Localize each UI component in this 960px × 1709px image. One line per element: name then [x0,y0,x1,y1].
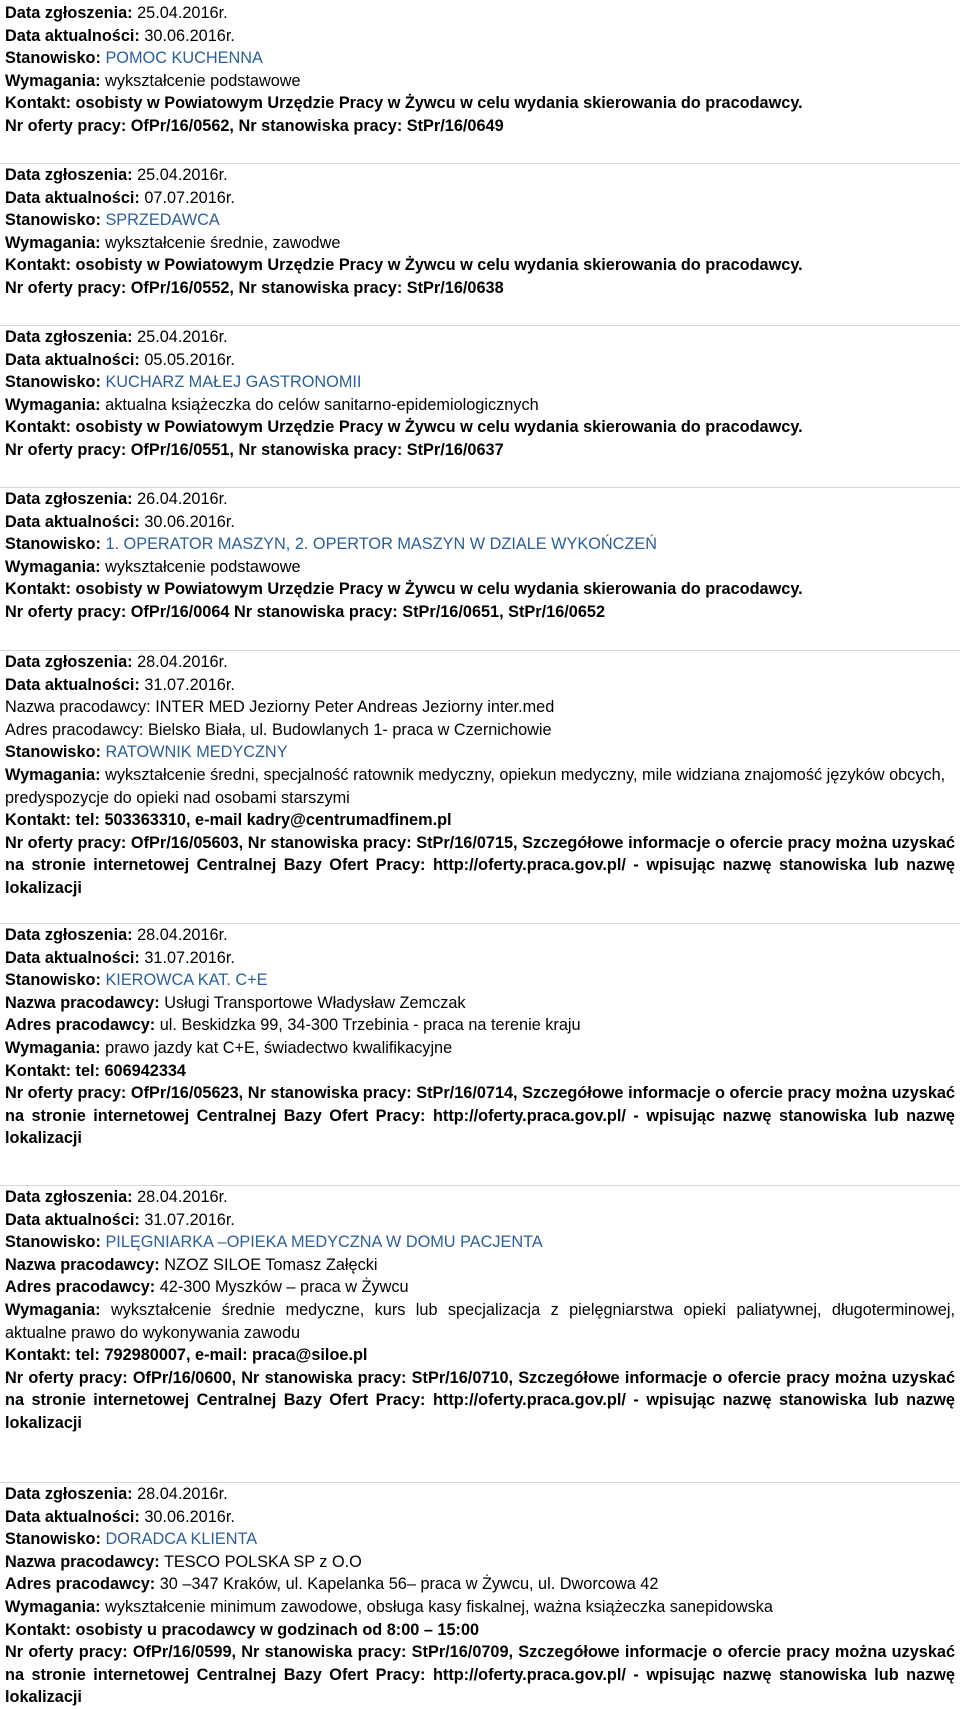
contact: Kontakt: tel: 606942334 [5,1061,186,1080]
submission-date: Data zgłoszenia: 28.04.2016r. [5,926,228,944]
validity-date: Data aktualności: 05.05.2016r. [5,350,235,369]
job-offer-3 [0,325,960,462]
position-title: KUCHARZ MAŁEJ GASTRONOMII [105,373,362,392]
validity-date: Data aktualności: 31.07.2016r. [5,948,235,967]
submission-date: Data zgłoszenia: 28.04.2016r. [5,1188,228,1206]
contact: Kontakt: osobisty w Powiatowym Urzędzie Pracy w Żywcu w celu wydania skierowania do pracodawcy. [5,418,803,437]
contact: Kontakt: tel: 792980007, e-mail: praca@siloe.pl [5,1346,368,1365]
employer-address: Adres pracodawcy: Bielsko Biała, ul. Budowlanych 1- praca w Czernichowie [5,720,552,739]
submission-date: Data zgłoszenia: 25.04.2016r. [5,166,228,184]
validity-date: Data aktualności: 07.07.2016r. [5,188,235,207]
offer-number: Nr oferty pracy: OfPr/16/05623, Nr stanowiska pracy: StPr/16/0714, Szczegółowe informacje o ofercie pracy można uzyskać na stronie internetowej Centralnej Bazy Ofert Pracy: http://oferty.praca.gov.pl/ - wpisując nazwę stanowiska lub nazwę lokalizacji [5,1084,955,1148]
job-offer-4 [0,487,960,624]
position: Stanowisko: DORADCA KLIENTA [5,1530,258,1549]
employer-address: Adres pracodawcy: 30 –347 Kraków, ul. Kapelanka 56– praca w Żywcu, ul. Dworcowa 42 [5,1575,659,1594]
validity-date: Data aktualności: 30.06.2016r. [5,1507,235,1526]
employer-address: Adres pracodawcy: ul. Beskidzka 99, 34-300 Trzebinia - praca na terenie kraju [5,1016,581,1035]
contact: Kontakt: osobisty u pracodawcy w godzinach od 8:00 – 15:00 [5,1620,480,1639]
submission-date: Data zgłoszenia: 26.04.2016r. [5,490,228,508]
job-offer-1 [0,2,960,138]
submission-date: Data zgłoszenia: 25.04.2016r. [5,4,228,22]
job-offer-2 [0,163,960,300]
position-title: POMOC KUCHENNA [105,49,263,68]
contact: Kontakt: tel: 503363310, e-mail kadry@centrumadfinem.pl [5,811,452,830]
position: Stanowisko: 1. OPERATOR MASZYN, 2. OPERTOR MASZYN W DZIALE WYKOŃCZEŃ [5,535,657,554]
position: Stanowisko: POMOC KUCHENNA [5,49,263,68]
job-offer-8 [0,1482,960,1709]
requirements: Wymagania: aktualna książeczka do celów sanitarno-epidemiologicznych [5,395,539,414]
requirements: Wymagania: wykształcenie minimum zawodowe, obsługa kasy fiskalnej, ważna książeczka sanepidowska [5,1597,773,1616]
position: Stanowisko: KIEROWCA KAT. C+E [5,971,268,990]
employer-name: Nazwa pracodawcy: INTER MED Jeziorny Peter Andreas Jeziorny inter.med [5,698,555,717]
position: Stanowisko: RATOWNIK MEDYCZNY [5,743,288,762]
position-title: 1. OPERATOR MASZYN, 2. OPERTOR MASZYN W DZIALE WYKOŃCZEŃ [105,535,657,554]
employer-name: Nazwa pracodawcy: NZOZ SILOE Tomasz Załęcki [5,1255,378,1274]
offer-number: Nr oferty pracy: OfPr/16/0551, Nr stanowiska pracy: StPr/16/0637 [5,440,504,459]
employer-name: Nazwa pracodawcy: TESCO POLSKA SP z O.O [5,1552,362,1571]
requirements: Wymagania: prawo jazdy kat C+E, świadectwo kwalifikacyjne [5,1038,453,1057]
contact: Kontakt: osobisty w Powiatowym Urzędzie Pracy w Żywcu w celu wydania skierowania do pracodawcy. [5,256,803,275]
job-offer-7 [0,1185,960,1435]
requirements: Wymagania: wykształcenie średni, specjalność ratownik medyczny, opiekun medyczny, mile widziana znajomość języków obcych, predyspozycje do opieki nad osobami starszymi [5,765,946,807]
validity-date: Data aktualności: 31.07.2016r. [5,675,235,694]
position: Stanowisko: PILĘGNIARKA –OPIEKA MEDYCZNA W DOMU PACJENTA [5,1233,543,1252]
validity-date: Data aktualności: 30.06.2016r. [5,512,235,531]
position-title: RATOWNIK MEDYCZNY [105,743,288,762]
contact: Kontakt: osobisty w Powiatowym Urzędzie Pracy w Żywcu w celu wydania skierowania do pracodawcy. [5,580,803,599]
requirements: Wymagania: wykształcenie średnie, zawodwe [5,233,341,252]
submission-date: Data zgłoszenia: 28.04.2016r. [5,1485,228,1503]
position-title: SPRZEDAWCA [105,211,220,230]
offer-number: Nr oferty pracy: OfPr/16/05603, Nr stanowiska pracy: StPr/16/0715, Szczegółowe informacje o ofercie pracy można uzyskać na stronie internetowej Centralnej Bazy Ofert Pracy: http://oferty.praca.gov.pl/ - wpisując nazwę stanowiska lub nazwę lokalizacji [5,833,955,897]
contact: Kontakt: osobisty w Powiatowym Urzędzie Pracy w Żywcu w celu wydania skierowania do pracodawcy. [5,94,803,113]
position: Stanowisko: SPRZEDAWCA [5,211,220,230]
validity-date: Data aktualności: 31.07.2016r. [5,1210,235,1229]
employer-address: Adres pracodawcy: 42-300 Myszków – praca w Żywcu [5,1278,409,1297]
offer-number: Nr oferty pracy: OfPr/16/0064 Nr stanowiska pracy: StPr/16/0651, StPr/16/0652 [5,602,606,621]
position: Stanowisko: KUCHARZ MAŁEJ GASTRONOMII [5,373,362,392]
employer-name: Nazwa pracodawcy: Usługi Transportowe Władysław Zemczak [5,993,466,1012]
job-offer-6 [0,923,960,1150]
submission-date: Data zgłoszenia: 28.04.2016r. [5,653,228,671]
position-title: PILĘGNIARKA –OPIEKA MEDYCZNA W DOMU PACJENTA [105,1233,543,1252]
validity-date: Data aktualności: 30.06.2016r. [5,26,235,45]
offer-number: Nr oferty pracy: OfPr/16/0562, Nr stanowiska pracy: StPr/16/0649 [5,116,504,135]
requirements: Wymagania: wykształcenie podstawowe [5,71,301,90]
requirements: Wymagania: wykształcenie średnie medyczne, kurs lub specjalizacja z pielęgniarstwa opieki paliatywnej, długoterminowej, aktualne prawo do wykonywania zawodu [5,1300,955,1342]
position-title: KIEROWCA KAT. C+E [105,971,268,990]
offer-number: Nr oferty pracy: OfPr/16/0600, Nr stanowiska pracy: StPr/16/0710, Szczegółowe informacje o ofercie pracy można uzyskać na stronie internetowej Centralnej Bazy Ofert Pracy: http://oferty.praca.gov.pl/ - wpisując nazwę stanowiska lub nazwę lokalizacji [5,1368,955,1432]
submission-date: Data zgłoszenia: 25.04.2016r. [5,328,228,346]
requirements: Wymagania: wykształcenie podstawowe [5,557,301,576]
offer-number: Nr oferty pracy: OfPr/16/0552, Nr stanowiska pracy: StPr/16/0638 [5,278,504,297]
job-offer-5 [0,650,960,900]
offer-number: Nr oferty pracy: OfPr/16/0599, Nr stanowiska pracy: StPr/16/0709, Szczegółowe informacje o ofercie pracy można uzyskać na stronie internetowej Centralnej Bazy Ofert Pracy: http://oferty.praca.gov.pl/ - wpisując nazwę stanowiska lub nazwę lokalizacji [5,1643,955,1707]
position-title: DORADCA KLIENTA [105,1530,258,1549]
